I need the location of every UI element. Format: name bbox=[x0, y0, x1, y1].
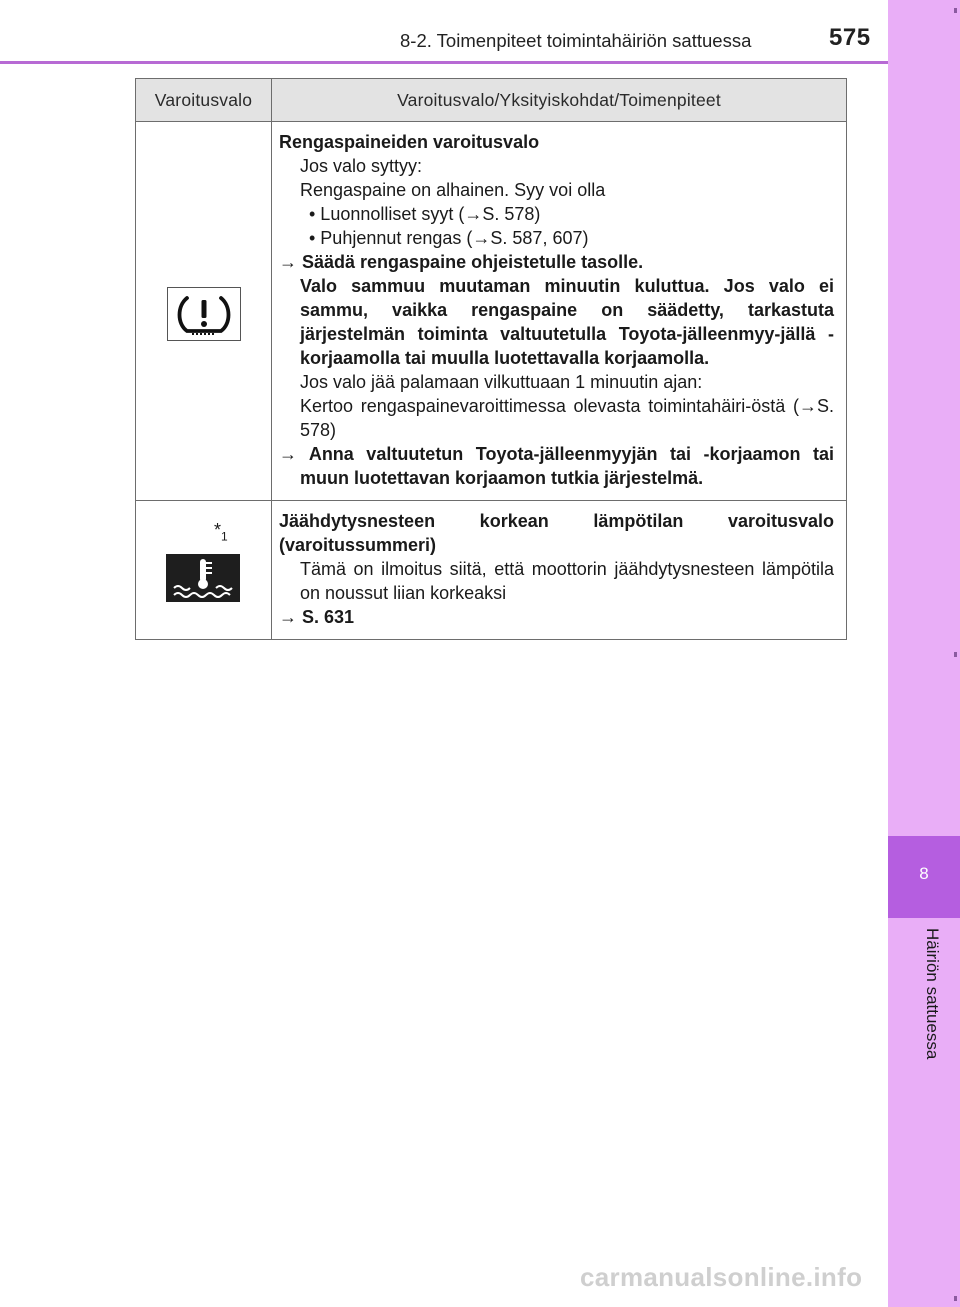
detail-line: Jos valo syttyy: bbox=[300, 156, 423, 176]
details-cell bbox=[272, 501, 847, 640]
chapter-marker[interactable] bbox=[888, 836, 960, 918]
detail-line: Tämä on ilmoitus siitä, että moottorin jäähdytysnesteen lämpötila on noussut liian korkeaksi bbox=[300, 559, 834, 603]
table-row bbox=[136, 501, 847, 640]
column-header-details: Varoitusvalo/Yksityiskohdat/Toimenpiteet bbox=[272, 79, 847, 122]
section-title: 8-2. Toimenpiteet toimintahäiriön sattuessa bbox=[400, 30, 752, 51]
crop-mark bbox=[954, 652, 957, 657]
footnote-mark: $*_1$ bbox=[214, 520, 228, 544]
action-detail: Valo sammuu muutaman minuutin kuluttua. Jos valo ei sammu, vaikka rengaspaine on säädetty, tarkastuta järjestelmän toiminta valtuutetulla Toyota-jälleenmyy-jällä -korjaamolla tai muulla luotettavalla korjaamolla. bbox=[300, 276, 834, 368]
detail-line: Jos valo jää palamaan vilkuttuaan 1 minuutin ajan: bbox=[300, 372, 703, 392]
crop-mark bbox=[954, 1296, 957, 1301]
warning-lights-table bbox=[135, 78, 847, 640]
light-title: Rengaspaineiden varoitusvalo bbox=[279, 132, 540, 152]
column-header-light: Varoitusvalo bbox=[136, 79, 272, 122]
details-cell bbox=[272, 122, 847, 501]
crop-mark bbox=[954, 8, 957, 13]
coolant-temperature-warning-icon bbox=[166, 554, 240, 602]
page-header bbox=[0, 0, 888, 62]
tire-pressure-warning-icon bbox=[167, 287, 241, 341]
action-line: → S. 631 bbox=[279, 607, 355, 627]
page-number: 575 bbox=[829, 24, 871, 51]
chapter-number: 8 bbox=[919, 864, 929, 883]
icon-cell bbox=[136, 122, 272, 501]
detail-line: Rengaspaine on alhainen. Syy voi olla bbox=[300, 180, 606, 200]
chapter-title: Häiriön sattuessa bbox=[923, 928, 942, 1060]
icon-cell bbox=[136, 501, 272, 640]
detail-line: Kertoo rengaspainevaroittimessa olevasta toimintahäiri-östä (→S. 578) bbox=[300, 396, 834, 440]
action-line: → Säädä rengaspaine ohjeistetulle tasolle. bbox=[279, 252, 644, 272]
table-row bbox=[136, 122, 847, 501]
light-title: Jäähdytysnesteen korkean lämpötilan varoitusvalo (varoitussummeri) bbox=[279, 511, 834, 555]
header-rule bbox=[0, 61, 888, 64]
watermark: carmanualsonline.info bbox=[580, 1262, 863, 1292]
bullet-line: • Luonnolliset syyt (→S. 578) bbox=[309, 204, 541, 224]
chapter-side-tab[interactable] bbox=[888, 0, 960, 1307]
bullet-line: • Puhjennut rengas (→S. 587, 607) bbox=[309, 228, 589, 248]
table-header-row bbox=[136, 79, 847, 122]
action-line: → Anna valtuutetun Toyota-jälleenmyyjän tai -korjaamon tai muun luotettavan korjaamon tutkia järjestelmä. bbox=[279, 444, 834, 488]
